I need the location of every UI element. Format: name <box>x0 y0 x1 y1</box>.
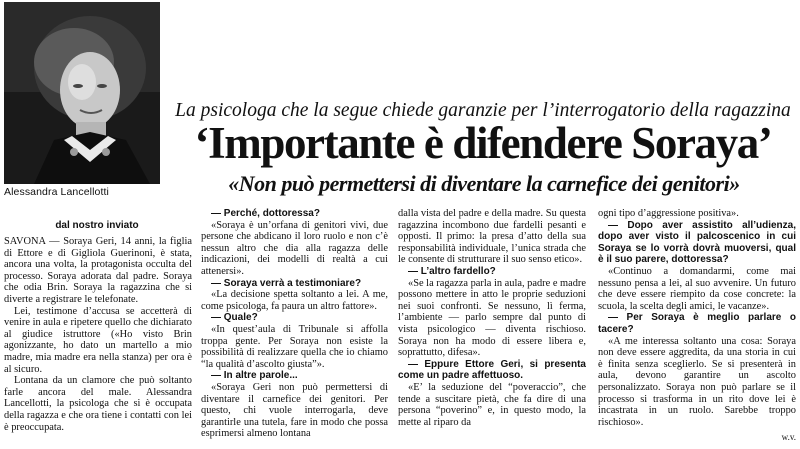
article-column-3 <box>398 208 586 428</box>
kicker: La psicologa che la segue chiede garanzie per l’interrogatorio della ragazzina <box>175 100 791 121</box>
paragraph: SAVONA — Soraya Geri, 14 anni, la figlia di Ettore e di Gigliola Guerinoni, è stata, ancora una volta, la protagonista occulta del processo. Soraya adorata dal padre. Soraya che odia Brin. Soraya la ragazzina che si diverte a registrare le telefonate. <box>4 236 192 305</box>
interview-answer: «Se la ragazza parla in aula, padre e madre possono mettere in atto le proprie seduzioni nei suoi confronti. Se nessuno, lì ferma, l’ambiente — parlo sempre dal punto di vista psicologico — diventa rischioso. Soraya non ha modo di essere libera e, soprattutto, difesa». <box>398 277 586 359</box>
portrait-photo <box>4 2 160 184</box>
article-column-1 <box>4 236 192 433</box>
interview-question: — Quale? <box>211 312 258 324</box>
article-column-4 <box>598 208 796 444</box>
portrait-icon <box>4 2 160 184</box>
author-signature: w.v. <box>781 432 796 443</box>
interview-question: — L’altro fardello? <box>408 265 496 277</box>
article-column-2 <box>201 208 388 440</box>
interview-question: — Dopo aver assistito all’udienza, dopo aver visto il palcoscenico in cui Soraya se lo vorrà dovrà muoversi, qual è il suo parere, dottoressa? <box>598 219 796 266</box>
interview-answer: «Soraya Geri non può permettersi di diventare il carnefice dei genitori. Per questo, chi vuole interrogarla, deve garantirle una tutela, fare in modo che possa esprimersi almeno lontana <box>201 381 388 440</box>
interview-question: — Per Soraya è meglio parlare o tacere? <box>598 312 796 335</box>
interview-question: — Perché, dottoressa? <box>211 208 320 219</box>
byline: dal nostro inviato <box>55 220 139 231</box>
interview-answer: ogni tipo d’aggressione positiva». <box>598 208 739 219</box>
interview-question: — Soraya verrà a testimoniare? <box>211 277 362 289</box>
interview-answer: «La decisione spetta soltanto a lei. A me, come psicologa, fa paura un altro fattore». <box>201 289 388 312</box>
subheadline: «Non può permettersi di diventare la carnefice dei genitori» <box>228 171 740 196</box>
interview-answer: «Soraya è un’orfana di genitori vivi, due persone che abdicano il loro ruolo e non c’è nessun altro che dia alla ragazza delle indicazioni, dei modelli di realtà a cui attenersi». <box>201 219 388 277</box>
headline: ‘Importante è difendere Soraya’ <box>194 118 772 168</box>
paragraph: Lontana da un clamore che può soltanto farle ancora del male. Alessandra Lancellotti, la psicologa che si è occupata della ragazza e che ora tiene i contatti con lei è preoccupata. <box>4 375 192 433</box>
interview-answer: «E’ la seduzione del “poveraccio”, che tende a suscitare pietà, che fa dire di una persona “poverino” e, in questo modo, la mette al riparo da <box>398 381 586 428</box>
paragraph: Lei, testimone d’accusa se accetterà di venire in aula e ripetere quello che dichiarato al giudice istruttore («Ho visto Brin agonizzante, ho dato un martello a mio madre, mia madre era nella stanza) per ora è al sicuro. <box>4 305 192 375</box>
interview-answer: «In quest’aula di Tribunale si affolla troppa gente. Per Soraya non esiste la possibilità di realizzare quella che io chiamo “la qualità d’ascolto giusta”». <box>201 323 388 370</box>
interview-question: — In altre parole... <box>211 370 298 382</box>
interview-question: — Eppure Ettore Geri, si presenta come un padre affettuoso. <box>398 358 586 382</box>
interview-answer: «Continuo a domandarmi, come mai nessuno pensa a lei, al suo avvenire. Un futuro che deve essere riempito da cose concrete: la scuola, la scelta degli amici, le vacanze». <box>598 265 796 312</box>
photo-caption: Alessandra Lancellotti <box>4 186 109 198</box>
interview-answer: dalla vista del padre e della madre. Su questa ragazzina incombono due fardelli pesanti e opposti. Il primo: la presa d’atto della sua responsabilità individuale, l’unica strada che le consente di strutturare il suo senso etico». <box>398 208 586 266</box>
interview-answer: «A me interessa soltanto una cosa: Soraya non deve essere aggredita, da una storia in cui è finita senza sceglierlo. Se si presenterà in aula, devono garantire un ascolto personalizzato. Soraya non può parlare se il processo si trasforma in un rito dove lei è incastrata in un ruolo. Sarebbe troppo rischioso». <box>598 335 796 428</box>
